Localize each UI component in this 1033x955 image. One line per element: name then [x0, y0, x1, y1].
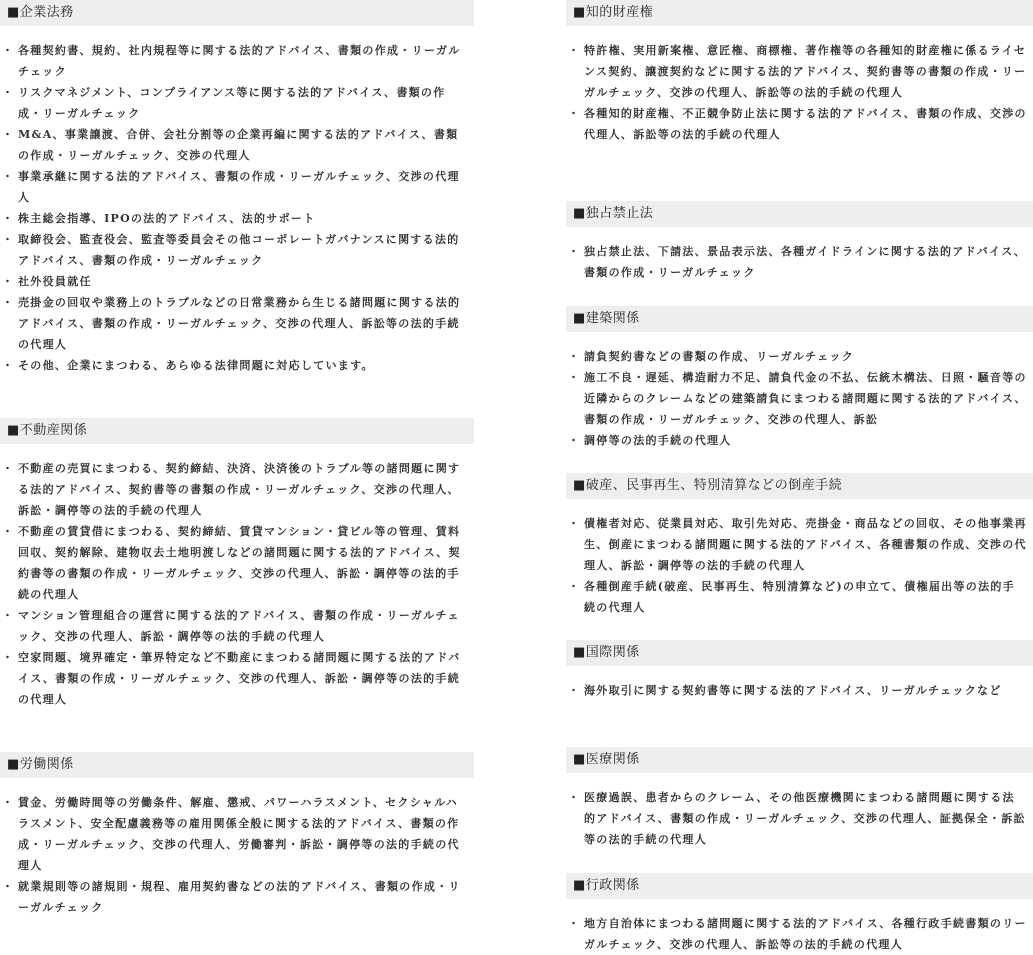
- section-heading: ■破産、民事再生、特別清算などの倒産手続: [566, 473, 1033, 499]
- section-heading: ■企業法務: [0, 0, 474, 26]
- section-heading: ■国際関係: [566, 640, 1033, 666]
- list-item: ・ リスクマネジメント、コンプライアンス等に関する法的アドバイス、書類の作成・リーガルチェック: [0, 82, 474, 124]
- list-item: ・ 取締役会、監査役会、監査等委員会その他コーポレートガバナンスに関する法的アドバイス、書類の作成・リーガルチェック: [0, 229, 474, 271]
- section-insolvency: [566, 473, 1033, 614]
- list-item: ・ 海外取引に関する契約書等に関する法的アドバイス、リーガルチェックなど: [566, 680, 1033, 701]
- section-heading: ■独占禁止法: [566, 201, 1033, 227]
- list-item: ・ 独占禁止法、下請法、景品表示法、各種ガイドラインに関する法的アドバイス、書類の作成・リーガルチェック: [566, 241, 1033, 283]
- section-real-estate: [0, 418, 474, 706]
- item-list: [566, 787, 1033, 850]
- section-construction: [566, 306, 1033, 447]
- list-item: ・ 株主総会指導、IPOの法的アドバイス、法的サポート: [0, 208, 474, 229]
- list-item: ・ 調停等の法的手続の代理人: [566, 430, 1033, 451]
- item-list: [566, 241, 1033, 283]
- section-heading: ■行政関係: [566, 873, 1033, 899]
- item-list: [566, 346, 1033, 451]
- list-item: ・ 特許権、実用新案権、意匠権、商標権、著作権等の各種知的財産権に係るライセンス契約、譲渡契約などに関する法的アドバイス、契約書等の書類の作成・リーガルチェック、交渉の代理人、訴訟等の法的手続の代理人: [566, 40, 1033, 103]
- list-item: ・ 医療過誤、患者からのクレーム、その他医療機関にまつわる諸問題に関する法的アドバイス、書類の作成・リーガルチェック、交渉の代理人、証拠保全・訴訟等の法的手続の代理人: [566, 787, 1033, 850]
- section-labor: [0, 752, 474, 914]
- list-item: ・ 各種知的財産権、不正競争防止法に関する法的アドバイス、書類の作成、交渉の代理人、訴訟等の法的手続の代理人: [566, 103, 1033, 145]
- section-international: [566, 640, 1033, 697]
- section-heading: ■不動産関係: [0, 418, 474, 444]
- list-item: ・ 不動産の賃貸借にまつわる、契約締結、賃貸マンション・貸ビル等の管理、賃料回収、契約解除、建物収去土地明渡しなどの諸問題に関する法的アドバイス、契約書等の書類の作成・リーガルチェック、交渉の代理人、訴訟・調停等の法的手続の代理人: [0, 521, 474, 605]
- list-item: ・ 施工不良・遅延、構造耐力不足、請負代金の不払、伝統木構法、日照・騒音等の近隣からのクレームなどの建築請負にまつわる諸問題に関する法的アドバイス、書類の作成・リーガルチェック、交渉の代理人、訴訟: [566, 367, 1033, 430]
- list-item: ・ マンション管理組合の運営に関する法的アドバイス、書類の作成・リーガルチェック、交渉の代理人、訴訟・調停等の法的手続の代理人: [0, 605, 474, 647]
- list-item: ・ 事業承継に関する法的アドバイス、書類の作成・リーガルチェック、交渉の代理人: [0, 166, 474, 208]
- list-item: ・ 空家問題、境界確定・筆界特定など不動産にまつわる諸問題に関する法的アドバイス、書類の作成・リーガルチェック、交渉の代理人、訴訟・調停等の法的手続の代理人: [0, 647, 474, 710]
- list-item: ・ M&A、事業譲渡、合併、会社分割等の企業再編に関する法的アドバイス、書類の作成・リーガルチェック、交渉の代理人: [0, 124, 474, 166]
- item-list: [0, 458, 474, 710]
- list-item: ・ 債権者対応、従業員対応、取引先対応、売掛金・商品などの回収、その他事業再生、倒産にまつわる諸問題に関する法的アドバイス、各種書類の作成、交渉の代理人、訴訟・調停等の法的手続の代理人: [566, 513, 1033, 576]
- section-heading: ■労働関係: [0, 752, 474, 778]
- section-antitrust: [566, 201, 1033, 279]
- section-medical: [566, 747, 1033, 846]
- section-intellectual-property: [566, 0, 1033, 141]
- item-list: [566, 913, 1033, 955]
- list-item: ・ 社外役員就任: [0, 271, 474, 292]
- list-item: ・ その他、企業にまつわる、あらゆる法律問題に対応しています。: [0, 355, 474, 376]
- section-heading: ■医療関係: [566, 747, 1033, 773]
- item-list: [566, 680, 1033, 701]
- item-list: [0, 792, 474, 918]
- section-corporate-law: [0, 0, 474, 372]
- section-heading: ■建築関係: [566, 306, 1033, 332]
- list-item: ・ 就業規則等の諸規則・規程、雇用契約書などの法的アドバイス、書類の作成・リーガルチェック: [0, 876, 474, 918]
- item-list: [0, 40, 474, 376]
- list-item: ・ 地方自治体にまつわる諸問題に関する法的アドバイス、各種行政手続書類のリーガルチェック、交渉の代理人、訴訟等の法的手続の代理人: [566, 913, 1033, 955]
- item-list: [566, 40, 1033, 145]
- item-list: [566, 513, 1033, 618]
- list-item: ・ 賃金、労働時間等の労働条件、解雇、懲戒、パワーハラスメント、セクシャルハラスメント、安全配慮義務等の雇用関係全般に関する法的アドバイス、書類の作成・リーガルチェック、交渉の代理人、労働審判・訴訟・調停等の法的手続の代理人: [0, 792, 474, 876]
- list-item: ・ 売掛金の回収や業務上のトラブルなどの日常業務から生じる諸問題に関する法的アドバイス、書類の作成・リーガルチェック、交渉の代理人、訴訟等の法的手続の代理人: [0, 292, 474, 355]
- section-heading: ■知的財産権: [566, 0, 1033, 26]
- list-item: ・ 各種契約書、規約、社内規程等に関する法的アドバイス、書類の作成・リーガルチェック: [0, 40, 474, 82]
- section-administrative: [566, 873, 1033, 951]
- list-item: ・ 各種倒産手続(破産、民事再生、特別清算など)の申立て、債権届出等の法的手続の代理人: [566, 576, 1033, 618]
- list-item: ・ 請負契約書などの書類の作成、リーガルチェック: [566, 346, 1033, 367]
- list-item: ・ 不動産の売買にまつわる、契約締結、決済、決済後のトラブル等の諸問題に関する法的アドバイス、契約書等の書類の作成・リーガルチェック、交渉の代理人、訴訟・調停等の法的手続の代理人: [0, 458, 474, 521]
